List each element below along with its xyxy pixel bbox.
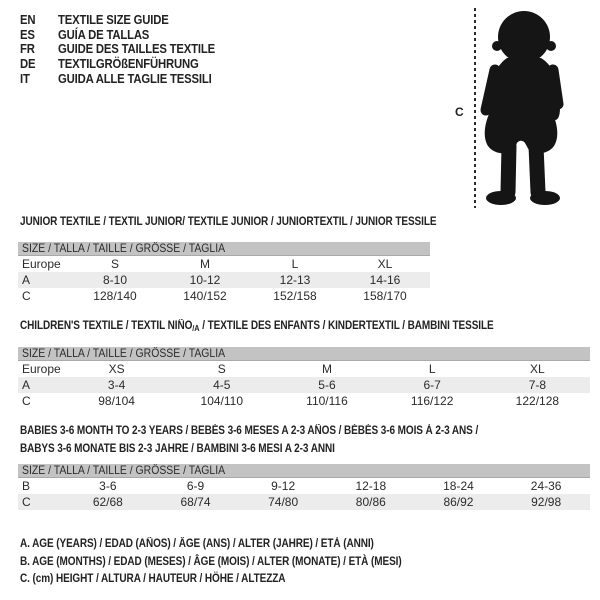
- value-cell: 9-12: [271, 479, 296, 493]
- value-cell: 8-10: [70, 272, 160, 288]
- value-cell: 74/80: [239, 494, 327, 510]
- value-cell: 12-13: [250, 272, 340, 288]
- babies-size-table: [18, 464, 590, 510]
- value-cell: 80/86: [327, 494, 415, 510]
- value-cell: 10-12: [160, 272, 250, 288]
- value-cell: L: [428, 362, 436, 376]
- value-cell: 5-6: [274, 377, 379, 393]
- baby-silhouette-icon: [479, 8, 569, 208]
- value-cell: S: [110, 257, 119, 271]
- value-cell: 140/152: [183, 289, 227, 303]
- value-cell: 3-4: [64, 377, 169, 393]
- children-heading-subscript: /A: [192, 323, 200, 333]
- table-row: [18, 256, 430, 273]
- row-label-cell: C: [18, 494, 64, 510]
- value-cell: 104/110: [200, 394, 244, 408]
- footnote-line: B. AGE (MONTHS) / EDAD (MESES) / ÂGE (MOIS) / ALTER (MONATE) / ETÀ (MESI): [20, 555, 402, 568]
- height-dashed-line: [474, 8, 476, 208]
- value-cell: 18-24: [443, 479, 474, 493]
- children-heading-post: / TEXTILE DES ENFANTS / KINDERTEXTIL / BAMBINI TESSILE: [199, 320, 494, 332]
- value-cell: L: [291, 257, 299, 271]
- language-row: [20, 42, 238, 57]
- value-cell: 68/74: [152, 494, 240, 510]
- row-label-cell: C: [22, 394, 31, 408]
- value-cell: 14-16: [340, 272, 430, 288]
- value-cell: XL: [377, 257, 393, 271]
- value-cell: 3-6: [99, 479, 117, 493]
- language-label: GUIDA ALLE TAGLIE TESSILI: [58, 70, 212, 86]
- language-code: EN: [20, 12, 36, 27]
- value-cell: 4-5: [169, 377, 274, 393]
- footnote-line: A. AGE (YEARS) / EDAD (AÑOS) / ÂGE (ANS) / ALTER (JAHRE) / ETÀ (ANNI): [20, 538, 374, 550]
- footnote-legend: [20, 536, 402, 589]
- table-row: [18, 393, 590, 409]
- babies-heading-line2: BABYS 3-6 MONATE BIS 2-3 JAHRE / BAMBINI 3-6 MESI A 2-3 ANNI: [20, 442, 335, 455]
- value-cell: S: [217, 362, 226, 376]
- language-label: GUIDE DES TAILLES TEXTILE: [58, 41, 215, 57]
- value-cell: XS: [108, 362, 125, 376]
- junior-size-table: [18, 242, 430, 304]
- value-cell: 86/92: [415, 494, 503, 510]
- value-cell: 24-36: [530, 479, 562, 493]
- row-label-cell: B: [22, 479, 31, 493]
- children-heading-pre: CHILDREN'S TEXTILE / TEXTIL NIÑO: [20, 320, 193, 332]
- junior-section-heading: JUNIOR TEXTILE / TEXTIL JUNIOR/ TEXTILE JUNIOR / JUNIORTEXTIL / JUNIOR TESSILE: [20, 216, 437, 228]
- row-label-cell: Europe: [22, 362, 61, 376]
- language-code: IT: [20, 70, 30, 86]
- table-row: [18, 288, 430, 304]
- value-cell: 98/104: [98, 394, 135, 408]
- language-label: TEXTILE SIZE GUIDE: [58, 12, 169, 27]
- language-code: DE: [20, 56, 36, 72]
- value-cell: M: [321, 362, 332, 376]
- babies-heading-line1: BABIES 3-6 MONTH TO 2-3 YEARS / BEBÉS 3-6 MESES A 2-3 AÑOS / BÉBÉS 3-6 MOIS À 2-3 ANS /: [20, 425, 479, 437]
- value-cell: XL: [530, 362, 545, 376]
- table-row: [18, 494, 590, 510]
- value-cell: 6-7: [380, 377, 485, 393]
- value-cell: 152/158: [273, 289, 317, 303]
- value-cell: 6-9: [186, 479, 205, 493]
- value-cell: 116/122: [410, 394, 454, 408]
- footnote-line: C. (cm) HEIGHT / ALTURA / HAUTEUR / HÖHE / ALTEZZA: [20, 573, 286, 585]
- table-header-label: SIZE / TALLA / TAILLE / GRÖSSE / TAGLIA: [22, 464, 226, 477]
- row-label-cell: Europe: [22, 257, 61, 271]
- row-label-cell: C: [22, 289, 31, 303]
- table-header-label: SIZE / TALLA / TAILLE / GRÖSSE / TAGLIA: [22, 347, 226, 360]
- table-row: [18, 361, 590, 378]
- children-size-table: [18, 347, 590, 409]
- language-label: TEXTILGRÖßENFÜHRUNG: [58, 56, 199, 72]
- value-cell: 7-8: [485, 377, 590, 393]
- table-row: [18, 478, 590, 495]
- value-cell: M: [200, 257, 210, 271]
- value-cell: 62/68: [64, 494, 152, 510]
- language-title-list: [20, 13, 238, 87]
- value-cell: 122/128: [515, 394, 560, 408]
- children-section-heading: [20, 320, 494, 335]
- table-header-bar: [18, 464, 590, 478]
- language-label: GUÍA DE TALLAS: [58, 26, 150, 42]
- language-code: FR: [20, 41, 35, 57]
- language-code: ES: [20, 26, 35, 42]
- table-header-label: SIZE / TALLA / TAILLE / GRÖSSE / TAGLIA: [22, 242, 226, 255]
- value-cell: 12-18: [355, 479, 387, 493]
- language-row: [20, 57, 238, 72]
- table-row: [18, 272, 430, 288]
- row-label-cell: A: [18, 377, 64, 393]
- language-row: [20, 28, 238, 43]
- height-marker-label: C: [455, 105, 464, 119]
- language-row: [20, 72, 238, 87]
- language-row: [20, 13, 238, 28]
- table-header-bar: [18, 347, 590, 361]
- babies-section-heading: [20, 423, 478, 458]
- value-cell: 110/116: [306, 394, 348, 408]
- row-label-cell: A: [18, 272, 70, 288]
- value-cell: 128/140: [93, 289, 137, 303]
- value-cell: 158/170: [363, 289, 407, 303]
- value-cell: 92/98: [502, 494, 590, 510]
- table-header-bar: [18, 242, 430, 256]
- table-row: [18, 377, 590, 393]
